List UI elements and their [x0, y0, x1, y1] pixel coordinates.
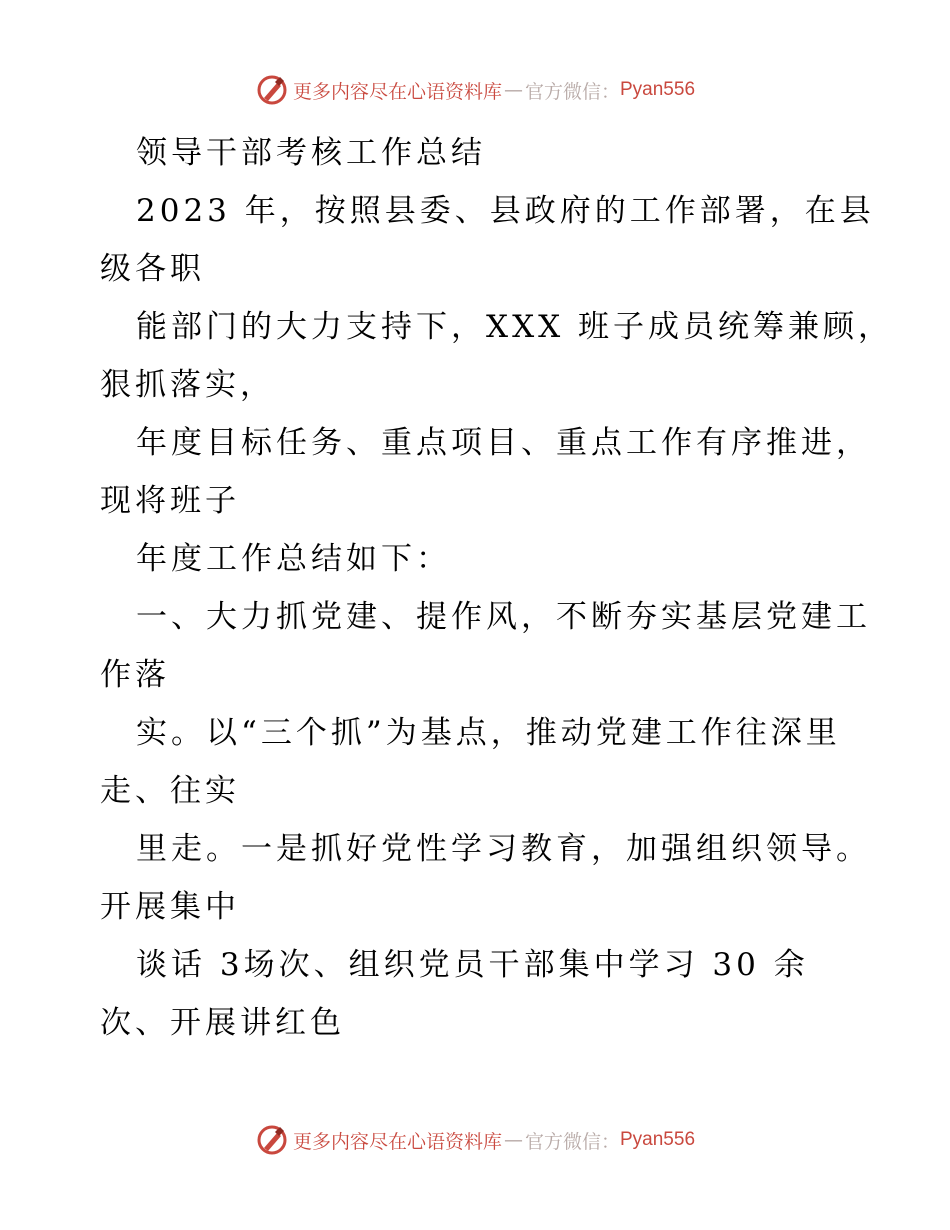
text-line: 狠抓落实， — [100, 367, 275, 403]
wechat-label: 官方微信： — [524, 1130, 620, 1153]
document-body — [100, 124, 894, 1052]
text-line: 现将班子 — [100, 483, 240, 519]
text-line: 年度目标任务、重点项目、重点工作有序推进， — [136, 425, 871, 461]
text-line: 走、往实 — [100, 773, 240, 809]
text-line: 作落 — [100, 657, 170, 693]
text-line: 级各职 — [100, 251, 205, 287]
text-line: 2023 年，按照县委、县政府的工作部署，在县 — [136, 193, 875, 229]
text-line: 开展集中 — [100, 889, 240, 925]
text-line: 一、大力抓党建、提作风，不断夯实基层党建工 — [136, 599, 871, 635]
watermark-text: 更多内容尽在心语资料库 — [292, 1130, 502, 1153]
wechat-id: Pyan556 — [620, 1129, 696, 1150]
header-watermark — [0, 70, 950, 110]
watermark-separator: — — [503, 79, 523, 101]
document-title: 领导干部考核工作总结 — [136, 135, 486, 171]
text-line: 能部门的大力支持下，XXX 班子成员统筹兼顾， — [136, 309, 894, 345]
watermark-separator: — — [503, 1129, 523, 1151]
text-line: 里走。一是抓好党性学习教育，加强组织领导。 — [136, 831, 871, 867]
pen-seal-logo-icon — [255, 1123, 289, 1157]
watermark-text: 更多内容尽在心语资料库 — [292, 80, 502, 103]
footer-watermark — [0, 1120, 950, 1160]
wechat-label: 官方微信： — [524, 80, 620, 103]
text-line: 年度工作总结如下： — [136, 541, 451, 577]
pen-seal-logo-icon — [255, 73, 289, 107]
text-line: 实。以“三个抓”为基点，推动党建工作往深里 — [136, 715, 841, 751]
wechat-id: Pyan556 — [620, 79, 696, 100]
text-line: 次、开展讲红色 — [100, 1005, 345, 1041]
text-line: 谈话 3场次、组织党员干部集中学习 30 余 — [136, 947, 809, 983]
